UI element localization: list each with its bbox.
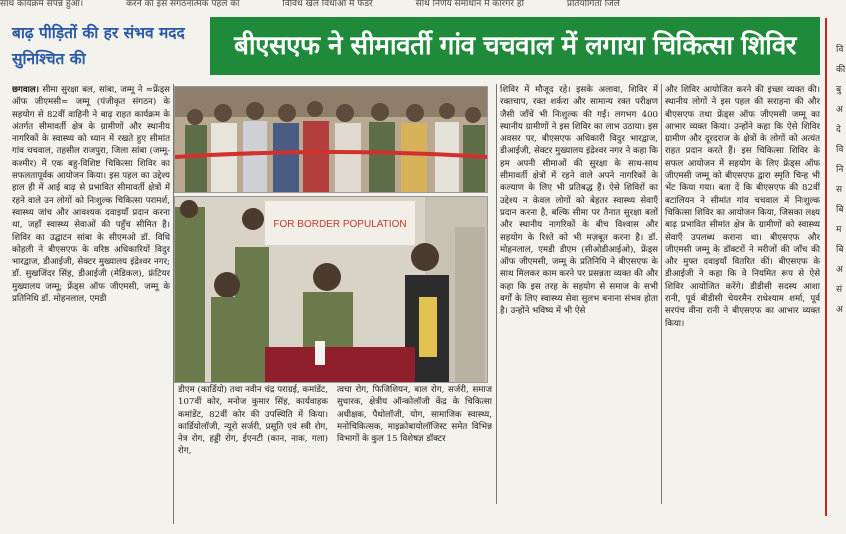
side-headline: बाढ़ पीड़ितों की हर संभव मदद सुनिश्चित की [12, 24, 185, 68]
fragment-text: वि [836, 45, 844, 55]
strip-text: साथ निर्णय समाधान में कारगर हो [415, 0, 524, 9]
adjacent-page-fragment [836, 40, 846, 510]
fragment-text: अ [836, 265, 843, 275]
fragment-text: नि [836, 165, 844, 175]
page-edge-rule [825, 18, 827, 516]
fragment-text: वि [836, 145, 844, 155]
strip-text: साथ कार्यक्रम संपन्न हुआ। [0, 0, 84, 9]
article-text: और शिविर आयोजित करने की इच्छा व्यक्त की। स्थानीय लोगों ने इस पहल की सराहना की और बीएसएफ तथा फ्रेंड्स ऑफ जीएमसी जम्मू का आभार व्यक्त किया। उन्होंने कहा कि ऐसे शिविर ग्रामीण और दूरदराज के क्षेत्रों के लोगों को अत्यंत राहत प्रदान करते हैं। इस चिकित्सा शिविर के सफल आयोजन में सहयोग के लिए फ्रेंड्स ऑफ जीएमसी जम्मू को बीएसएफ द्वारा स्मृति चिन्ह भी भेंट किया गया। बता दें कि बीएसएफ की 82वीं बटालियन ने सीमांत गांव चचवाल में निःशुल्क चिकित्सा शिविर का आयोजन किया, जिसका लक्ष्य बाढ़ प्रभावित सीमांत क्षेत्र के ग्रामीणों को स्वास्थ्य सेवाएँ उपलब्ध कराना था। बीएसएफ और जीएमसी जम्मू के डॉक्टरों ने मरीजों की जाँच की और मुफ्त दवाइयाँ वितरित कीं। बीएसएफ के डीआईजी ने कहा कि वे नियमित रूप से ऐसे शिविर आयोजित करेंगे। डीडीसी सदस्य आशा रानी, पूर्व बीडीसी चेयरमैन राधेश्याम शर्मा, पूर्व सरपंच वीना रानी ने बीएसएफ का आभार व्यक्त किया। [665, 85, 820, 329]
fragment-text: की [836, 65, 846, 75]
column-rule [661, 84, 662, 504]
article-text: सीमा सुरक्षा बल, सांबा, जम्मू ने ≈फ्रेंड्स ऑफ जीएमसी≈ जम्मू (पंजीकृत संगठन) के सहयोग से 82वीं वाहिनी ने बाढ़ राहत कार्यक्रम के अंतर्गत सीमावर्ती क्षेत्र के ग्रामीणों और स्थानीय नागरिकों के स्वास्थ्य को ध्यान में रखते हुए सीमांत गांव चचवाल, तहसील राजपुरा, जिला सांबा (जम्मू-कश्मीर) में एक बहु-विशिष्ट चिकित्सा शिविर का सफलतापूर्वक आयोजन किया। इस पहल का उद्देश्य हाल ही में आई बाढ़ से प्रभावित सीमावर्ती क्षेत्रों में रहने वाले उन लोगों को निःशुल्क चिकित्सा परामर्श, स्वास्थ्य जांच और आवश्यक दवाइयाँ प्रदान करना था, जहाँ स्वास्थ्य सेवाओं की पहुँच सीमित है। शिविर का उद्घाटन सांबा के सीएमओ डॉ. विधि कोहली ने बीएसएफ के वरिष्ठ अधिकारियों विदुर भारद्वाज, डीआईजी, सेक्टर मुख्यालय इंद्रेश्वर नगर; डॉ. सुखजिंदर सिंह, डीआईजी (मेडिकल), फ्रंटियर मुख्यालय जम्मू; फ्रेंड्स ऑफ जीएमसी, जम्मू के प्रतिनिधि डॉ. मोहनलाल, एमडी [12, 85, 170, 305]
column-rule [496, 84, 497, 504]
strip-text: करने का इस संगठनात्मक पहल का [126, 0, 240, 9]
banner-headline: बीएसएफ ने सीमावर्ती गांव चचवाल में लगाया चिकित्सा शिविर [210, 17, 820, 75]
article-column-2 [178, 384, 328, 504]
article-column-3 [337, 384, 492, 504]
article-text: शिविर में मौजूद रहे। इसके अलावा, शिविर में रक्तचाप, रक्त शर्करा और सामान्य रक्त परीक्षण जैसी जाँचें भी निःशुल्क की गईं। लगभग 400 स्थानीय ग्रामीणों ने इस शिविर का लाभ उठाया। इस अवसर पर, बीएसएफ अधिकारी विदुर भारद्वाज, डीआईजी, सेक्टर मुख्यालय इंद्रेश्वर नगर ने कहा कि हम अपनी सीमाओं की सुरक्षा के साथ-साथ सीमावर्ती क्षेत्रों में रहने वाले अपने नागरिकों के कल्याण के लिए भी प्रतिबद्ध हैं। ऐसे शिविरों का उद्देश्य न केवल लोगों को बेहतर स्वास्थ्य सेवाएँ प्रदान करना है, बल्कि सीमा पर तैनात सुरक्षा बलों और स्थानीय नागरिकों के बीच विश्वास और सहयोग के रिश्ते को भी मज़बूत करना है। डॉ. मोहनलाल, एमडी डीएम (सीओडीआईओ), फ्रेंड्स ऑफ जीएमसी, जम्मू के प्रतिनिधि ने बीएसएफ के साथ मिलकर काम करने पर प्रसन्नता व्यक्त की और कहा कि इस तरह के सहयोग से समाज के सभी वर्गों के लिए स्वास्थ्य सेवा सुलभ बनाना संभव होता है। उन्होंने भविष्य में भी ऐसे [500, 85, 658, 317]
article-column-4 [500, 84, 658, 502]
strip-text: विविध खेल विधाओं में फेडर [282, 0, 373, 9]
article-column-1 [12, 84, 170, 526]
previous-article-strip [0, 0, 846, 16]
fragment-text: सं [836, 285, 843, 295]
dateline: छगवाल। [12, 85, 39, 95]
article-text: डीएम (कार्डियो) तथा नवीन चंद्र पराग्रई, कमांडेंट, 107वीं कोर, मनोज कुमार सिंह, कार्यवाहक कमांडेंट, 82वीं कोर की उपस्थिति में किया। कार्डियोलॉजी, न्यूरो सर्जरी, प्रसूति एवं स्त्री रोग, नेत्र रोग, हड्डी रोग, ईएनटी (कान, नाक, गला) रोग, [178, 385, 328, 457]
fragment-text: अ [836, 305, 843, 315]
fragment-text: दे [836, 125, 841, 135]
fragment-text: बि [836, 245, 844, 255]
article-column-5 [665, 84, 820, 502]
camp-banner-text: FOR BORDER POPULATION [273, 219, 407, 230]
fragment-text: बि [836, 205, 844, 215]
medical-camp-photo [174, 196, 488, 383]
fragment-text: अ [836, 105, 843, 115]
article-text: त्वचा रोग, फिजिशियन, बाल रोग, सर्जरी, समाज सुधारक, क्षेत्रीय ऑन्कोलॉजी केंद्र के चिकित्सा अधीक्षक, पैथोलॉजी, योग, सामाजिक स्वास्थ्य, मनोचिकित्सक, माइक्रोबायोलॉजिस्ट समेत विभिन्न विभागों के कुल 15 विशेषज्ञ डॉक्टर [337, 385, 492, 445]
strip-text: प्रतियोगिता जिले [566, 0, 620, 9]
inauguration-photo [174, 86, 488, 193]
fragment-text: बु [836, 85, 842, 95]
fragment-text: स [836, 185, 843, 195]
fragment-text: म [836, 225, 842, 235]
